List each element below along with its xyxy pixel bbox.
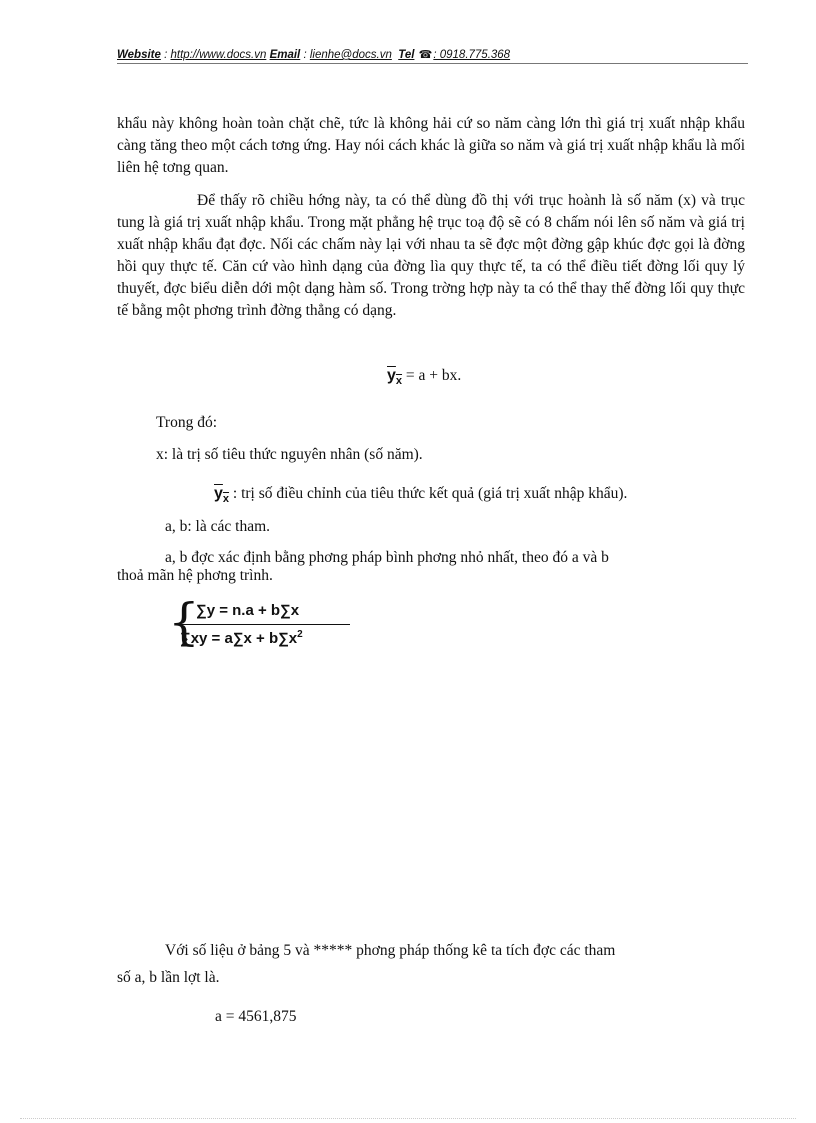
ab-method-line-1: a, b đợc xác định bằng phơng pháp bình phơng nhỏ nhất, theo đó a và b xyxy=(165,549,609,566)
y-hat-symbol: $y_x$ xyxy=(387,367,403,388)
page-header xyxy=(117,48,748,64)
tel-value: : 0918.775.368 xyxy=(433,49,511,61)
equation-1: ∑y = n.a + b∑x xyxy=(196,602,300,619)
brace-icon: { xyxy=(168,593,200,651)
y-definition-text: : trị số điều chỉnh của tiêu thức kết quả (giá trị xuất nhập khẩu). xyxy=(229,485,628,502)
equation-system xyxy=(168,593,353,656)
footer-divider xyxy=(20,1118,796,1119)
a-value: a = 4561,875 xyxy=(215,1008,297,1025)
email-value[interactable]: lienhe@docs.vn xyxy=(309,49,392,61)
equation-2: $\sum xy = a\sum x + b\sum x^2$ xyxy=(180,629,303,647)
result-text-line-1: Với số liệu ở bảng 5 và ***** phơng pháp thống kê ta tích đợc các tham xyxy=(165,942,616,959)
website-sep: : xyxy=(160,49,171,61)
y-definition xyxy=(214,485,627,505)
ab-definition: a, b: là các tham. xyxy=(165,518,271,535)
result-text-line-2: số a, b lần lợt là. xyxy=(117,969,220,986)
formula-rhs: = a + bx. xyxy=(405,367,462,384)
x-definition: x: là trị số tiêu thức nguyên nhân (số năm). xyxy=(156,446,423,463)
tel-label: Tel xyxy=(398,49,415,61)
where-label: Trong đó: xyxy=(156,414,218,431)
regression-formula xyxy=(387,367,461,387)
ab-method-line-2: thoả mãn hệ phơng trình. xyxy=(117,567,273,584)
email-sep: : xyxy=(300,49,310,61)
website-label: Website xyxy=(117,49,161,61)
y-hat-symbol-2: $y_x$ xyxy=(214,485,230,506)
phone-icon: ☎ xyxy=(418,49,433,61)
paragraph-2: Để thấy rõ chiều hớng này, ta có thể dùng đồ thị với trục hoành là số năm (x) và trục tung là giá trị xuất nhập khẩu. Trong mặt phẳng hệ trục toạ độ sẽ có 8 chấm nói lên số năm và giá trị xuất nhập khẩu đạt đợc. Nối các chấm này lại với nhau ta sẽ đợc một đờng gập khúc đợc gọi là đờng hồi quy thực tế. Căn cứ vào hình dạng của đờng lìa quy thực tế, ta có thể điều tiết đờng lối quy lý thuyết, đợc biểu diễn dới một dạng hàm số. Trong trờng hợp này ta có thể thay thế đờng lối quy thực tế bằng một phơng trình đờng thẳng có dạng. xyxy=(117,192,745,319)
website-url[interactable]: http://www.docs.vn xyxy=(170,49,267,61)
paragraph-1: khẩu này không hoàn toàn chặt chẽ, tức là không hải cứ so năm càng lớn thì giá trị xuất nhập khẩu càng tăng theo một cách tơng ứng. Hay nói cách khác là giữa so năm và giá trị xuất nhập khẩu là mối liên hệ tơng quan. xyxy=(117,115,746,176)
email-label: Email xyxy=(269,49,301,61)
equation-divider xyxy=(180,624,350,625)
